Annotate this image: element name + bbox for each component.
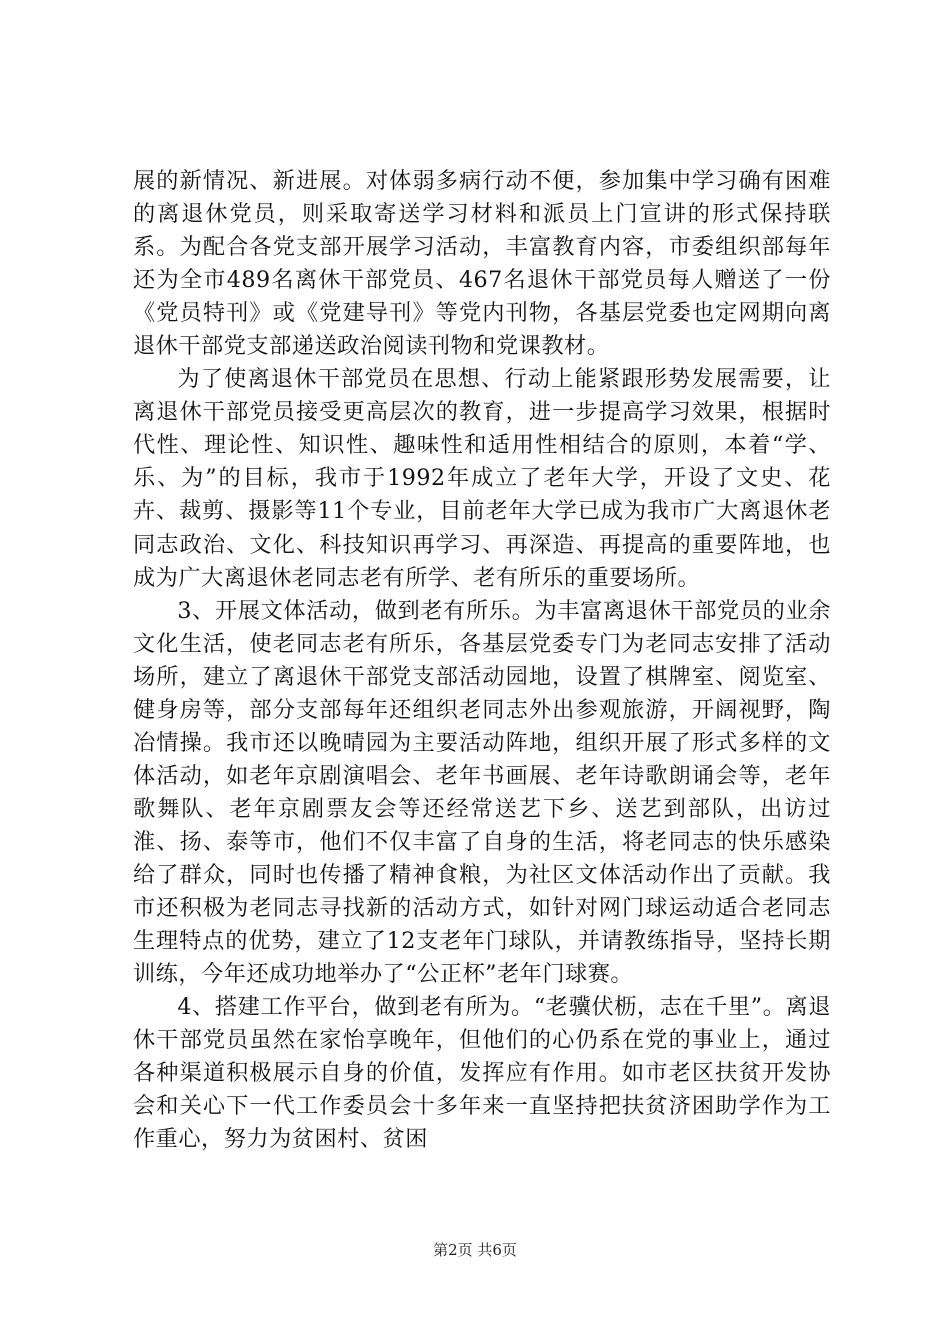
- page-footer: [0, 1240, 950, 1260]
- paragraph-work-platform: 4、搭建工作平台，做到老有所为。“老骥伏枥，志在千里”。离退休干部党员虽然在家怡享晚年，但他们的心仍系在党的事业上，通过各种渠道积极展示自身的价值，发挥应有作用。如市老区扶贫开发协会和关心下一代工作委员会十多年来一直坚持把扶贫济困助学作为工作重心，努力为贫困村、贫困: [133, 994, 831, 1153]
- page-number: 第2页 共6页: [433, 1241, 517, 1259]
- document-body: [133, 165, 831, 1156]
- paragraph-continued: 展的新情况、新进展。对体弱多病行动不便，参加集中学习确有困难的离退休党员，则采取寄送学习材料和派员上门宣讲的形式保持联系。为配合各党支部开展学习活动，丰富教育内容，市委组织部每年还为全市489名离休干部党员、467名退休干部党员每人赠送了一份《党员特刊》或《党建导刊》等党内刊物，各基层党委也定网期向离退休干部党支部递送政治阅读刊物和党课教材。: [133, 168, 831, 360]
- paragraph-cultural-activities: 3、开展文体活动，做到老有所乐。为丰富离退休干部党员的业余文化生活，使老同志老有所乐，各基层党委专门为老同志安排了活动场所，建立了离退休干部党支部活动园地，设置了棋牌室、阅览室、健身房等，部分支部每年还组织老同志外出参观旅游，开阔视野，陶冶情操。我市还以晚晴园为主要活动阵地，组织开展了形式多样的文体活动，如老年京剧演唱会、老年书画展、老年诗歌朗诵会等，老年歌舞队、老年京剧票友会等还经常送艺下乡、送艺到部队，出访过淮、扬、泰等市，他们不仅丰富了自身的生活，将老同志的快乐感染给了群众，同时也传播了精神食粮，为社区文体活动作出了贡献。我市还积极为老同志寻找新的活动方式，如针对网门球运动适合老同志生理特点的优势，建立了12支老年门球队，并请教练指导，坚持长期训练，今年还成功地举办了“公正杯”老年门球赛。: [133, 597, 831, 988]
- paragraph-senior-university: 为了使离退休干部党员在思想、行动上能紧跟形势发展需要，让离退休干部党员接受更高层次的教育，进一步提高学习效果，根据时代性、理论性、知识性、趣味性和适用性相结合的原则，本着“学、乐、为”的目标，我市于1992年成立了老年大学，开设了文史、花卉、裁剪、摄影等11个专业，目前老年大学已成为我市广大离退休老同志政治、文化、科技知识再学习、再深造、再提高的重要阵地，也成为广大离退休老同志老有所学、老有所乐的重要场所。: [133, 366, 831, 591]
